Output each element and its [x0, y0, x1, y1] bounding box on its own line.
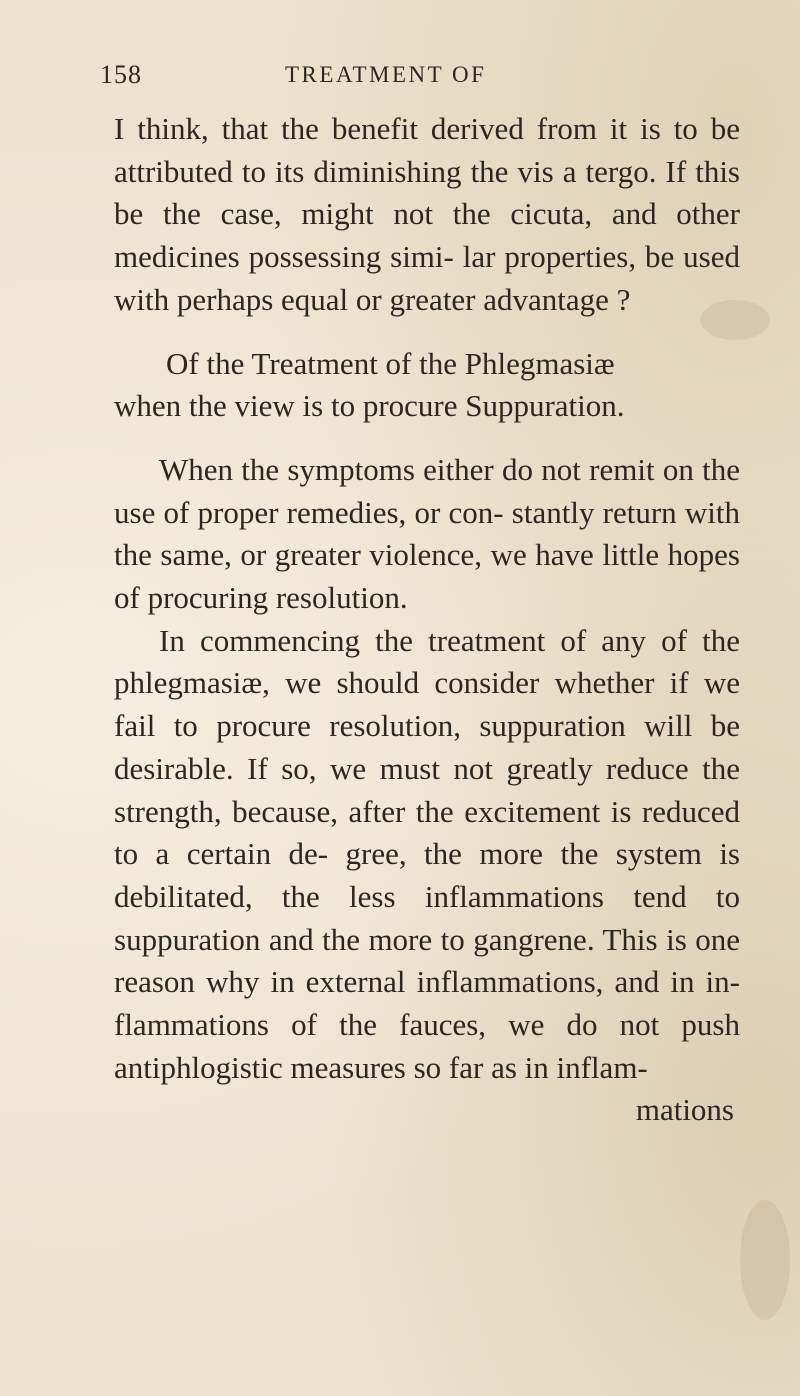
running-title: TREATMENT OF	[285, 62, 487, 87]
page-number: 158	[100, 60, 142, 89]
catchword: mations	[635, 1092, 734, 1128]
paper-stain	[740, 1200, 790, 1320]
section-heading-line: when the view is to procure Suppuration.	[114, 388, 625, 424]
section-heading	[114, 343, 740, 428]
paragraph: In commencing the treatment of any of the phlegmasiæ, we should consider whether if we fail to procure resolution, suppuration will be desirable. If so, we must not greatly reduce the strength, because, after the excitement is reduced to a certain de- gree, the more the system is debilitated, the less inflammations tend to suppuration and the more to gangrene. This is one reason why in external inflammations, and in in- flammations of the fauces, we do not push antiphlogistic measures so far as in inflam-	[114, 622, 740, 1085]
page-header	[100, 60, 740, 100]
paragraph: When the symptoms either do not remit on the use of proper remedies, or con- stantly return with the same, or greater violence, we have little hopes of procuring resolution.	[114, 451, 740, 616]
paragraph: I think, that the benefit derived from it is to be attributed to its diminishing the vis a tergo. If this be the case, might not the cicuta, and other medicines possessing simi- lar properties, be used with perhaps equal or greater advantage ?	[114, 111, 740, 317]
body-text	[114, 108, 740, 1132]
section-heading-line: Of the Treatment of the Phlegmasiæ	[166, 345, 615, 381]
